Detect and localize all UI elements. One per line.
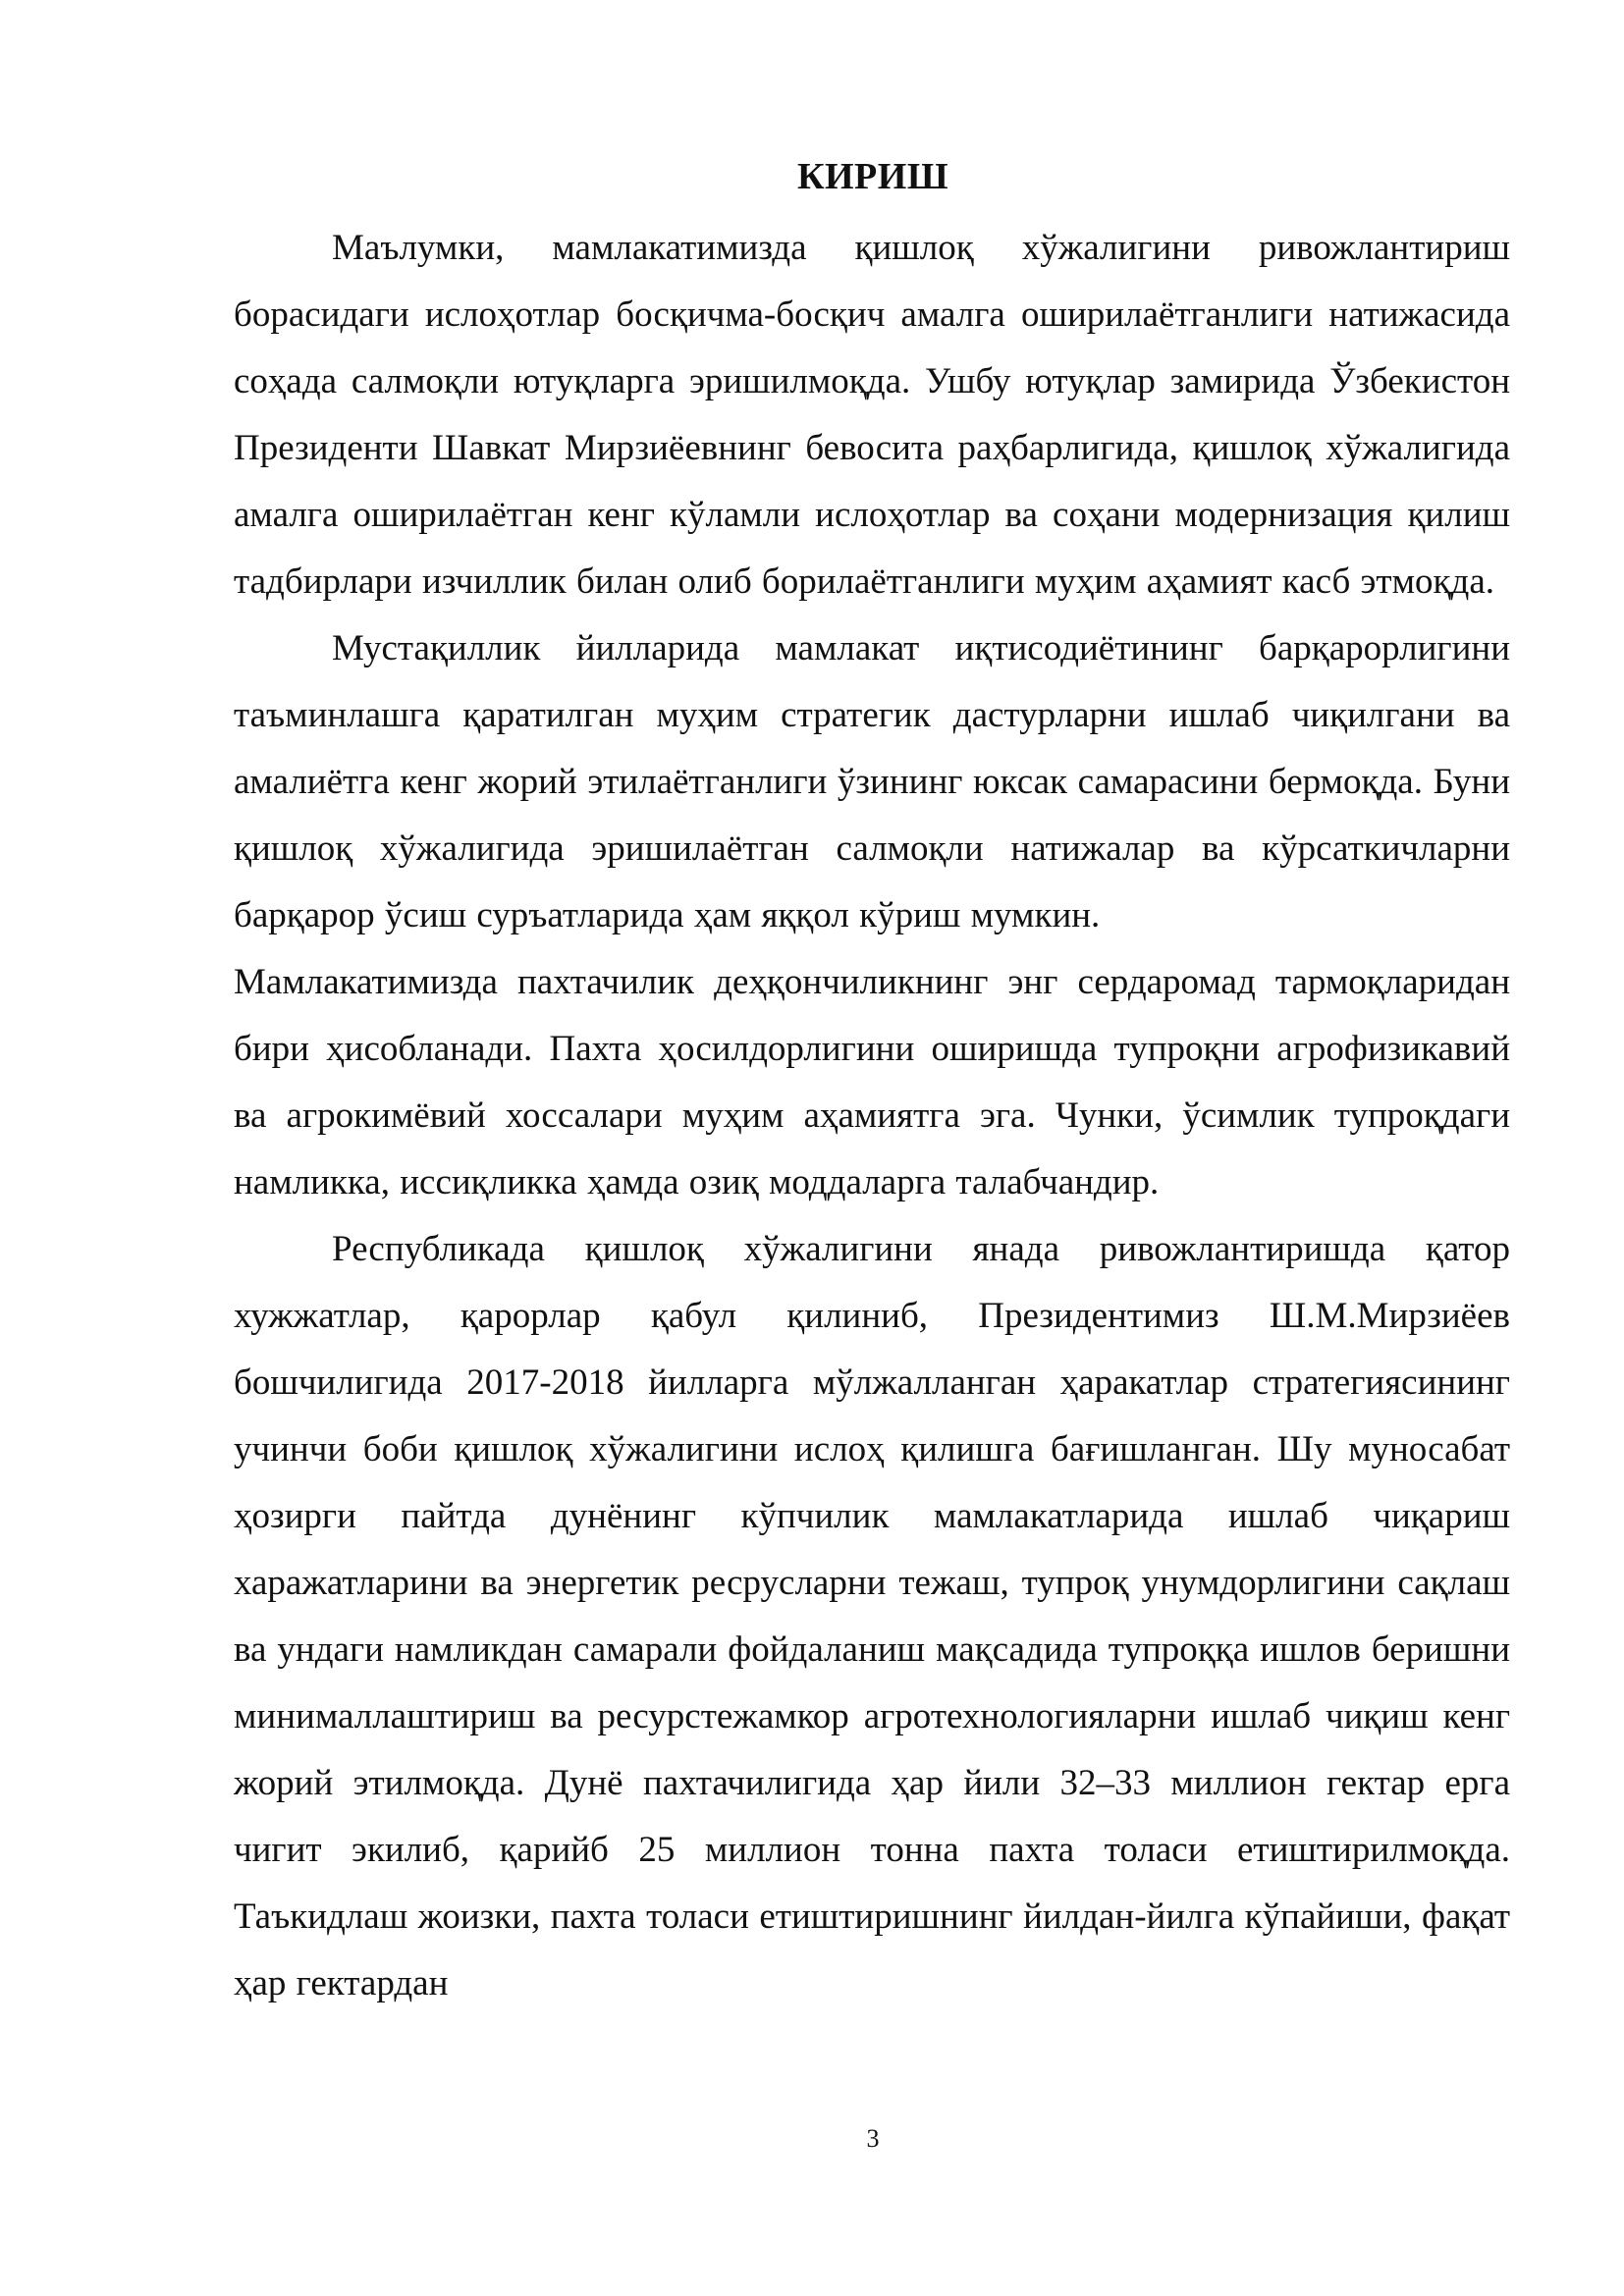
paragraph-1: Маълумки, мамлакатимизда қишлоқ хўжалигини ривожлантириш борасидаги ислоҳотлар босқичма-босқич амалга оширилаётганлиги натижасида соҳада салмоқли ютуқларга эришилмоқда. Ушбу ютуқлар замирида Ўзбекистон Президенти Шавкат Мирзиёевнинг бевосита раҳбарлигида, қишлоқ хўжалигида амалга оширилаётган кенг кўламли ислоҳотлар ва соҳани модернизация қилиш тадбирлари изчиллик билан олиб борилаётганлиги муҳим аҳамият касб этмоқда. <box>234 228 1510 602</box>
body-text <box>234 215 1510 2017</box>
paragraph-4: Республикада қишлоқ хўжалигини янада ривожлантиришда қатор хужжатлар, қарорлар қабул қилиниб, Президентимиз Ш.М.Мирзиёев бошчилигида 2017-2018 йилларга мўлжалланган ҳаракатлар стратегиясининг учинчи боби қишлоқ хўжалигини ислоҳ қилишга бағишланган. Шу муносабат ҳозирги пайтда дунёнинг кўпчилик мамлакатларида ишлаб чиқариш харажатларини ва энергетик ресрусларни тежаш, тупроқ унумдорлигини сақлаш ва ундаги намликдан самарали фойдаланиш мақсадида тупроққа ишлов беришни минималлаштириш ва ресурстежамкор агротехнологияларни ишлаб чиқиш кенг жорий этилмоқда. Дунё пахтачилигида ҳар йили 32–33 миллион гектар ерга чигит экилиб, қарийб 25 миллион тонна пахта толаси етиштирилмоқда. Таъкидлаш жоизки, пахта толаси етиштиришнинг йилдан-йилга кўпайиши, фақат ҳар гектардан <box>234 1229 1510 2003</box>
paragraph-2: Мустақиллик йилларида мамлакат иқтисодиётининг барқарорлигини таъминлашга қаратилган муҳим стратегик дастурларни ишлаб чиқилгани ва амалиётга кенг жорий этилаётганлиги ўзининг юксак самарасини бермоқда. Буни қишлоқ хўжалигида эришилаётган салмоқли натижалар ва кўрсаткичларни барқарор ўсиш суръатларида ҳам яққол кўриш мумкин. <box>234 628 1510 935</box>
paragraph-3: Мамлакатимизда пахтачилик деҳқончиликнинг энг сердаромад тармоқларидан бири ҳисобланади. Пахта ҳосилдорлигини оширишда тупроқни агрофизикавий ва агрокимёвий хоссалари муҳим аҳамиятга эга. Чунки, ўсимлик тупроқдаги намликка, иссиқликка ҳамда озиқ моддаларга талабчандир. <box>234 962 1510 1202</box>
page-title: КИРИШ <box>796 156 949 197</box>
page-number: 3 <box>866 2124 880 2153</box>
